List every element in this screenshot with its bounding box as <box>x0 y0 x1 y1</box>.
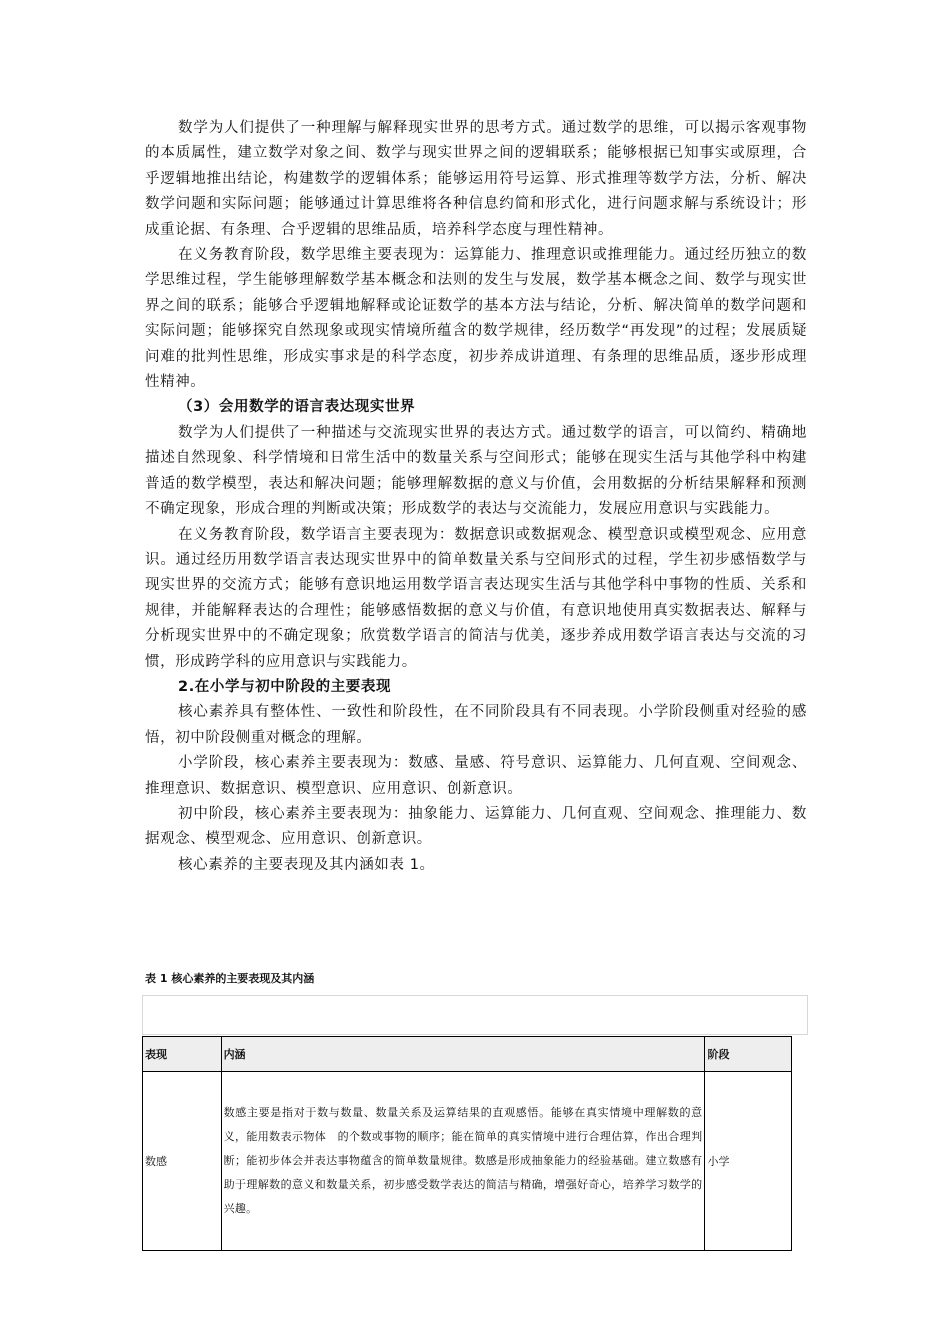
paragraph: 核心素养的主要表现及其内涵如表 1。 <box>178 856 435 873</box>
paragraph: 数学为人们提供了一种描述与交流现实世界的表达方式。通过数学的语言，可以简约、精确地描述自然现象、科学情境和日常生活中的数量关系与空间形式；能够在现实生活与其他学科中构建普适的数学模型，表达和解决问题；能够理解数据的意义与价值，会用数据的分析结果解释和预测不确定现象，形成合理的判断或决策；形成数学的表达与交流能力，发展应用意识与实践能力。 <box>145 424 807 518</box>
section-heading: （3）会用数学的语言表达现实世界 <box>178 399 416 416</box>
core-literacy-table <box>142 1036 792 1251</box>
header-cell-stage: 阶段 <box>705 1037 792 1072</box>
body-text <box>145 116 807 878</box>
table-row <box>143 1072 792 1251</box>
paragraph: 在义务教育阶段，数学语言主要表现为：数据意识或数据观念、模型意识或模型观念、应用意识。通过经历用数学语言表达现实世界中的简单数量关系与空间形式的过程，学生初步感悟数学与现实世界的交流方式；能够有意识地运用数学语言表达现实生活与其他学科中事物的性质、关系和规律，并能解释表达的合理性；能够感悟数据的意义与价值，有意识地使用真实数据表达、解释与分析现实世界中的不确定现象；欣赏数学语言的简洁与优美，逐步养成用数学语言表达与交流的习惯，形成跨学科的应用意识与实践能力。 <box>145 526 807 670</box>
section-heading: 2.在小学与初中阶段的主要表现 <box>178 678 392 695</box>
cell-stage: 小学 <box>705 1072 792 1251</box>
table-title-box <box>142 995 808 1035</box>
paragraph: 在义务教育阶段，数学思维主要表现为：运算能力、推理意识或推理能力。通过经历独立的数学思维过程，学生能够理解数学基本概念和法则的发生与发展，数学基本概念之间、数学与现实世界之间的联系；能够合乎逻辑地解释或论证数学的基本方法与结论，分析、解决简单的数学问题和实际问题；能够探究自然现象或现实情境所蕴含的数学规律，经历数学“再发现”的过程；发展质疑问难的批判性思维，形成实事求是的科学态度，初步养成讲道理、有条理的思维品质，逐步形成理性精神。 <box>145 247 807 391</box>
paragraph: 小学阶段，核心素养主要表现为：数感、量感、符号意识、运算能力、几何直观、空间观念、推理意识、数据意识、模型意识、应用意识、创新意识。 <box>145 755 807 797</box>
cell-item: 数感 <box>143 1072 222 1251</box>
table-caption: 表 1 核心素养的主要表现及其内涵 <box>145 972 315 985</box>
paragraph: 核心素养具有整体性、一致性和阶段性，在不同阶段具有不同表现。小学阶段侧重对经验的感悟，初中阶段侧重对概念的理解。 <box>145 704 807 746</box>
header-cell-meaning: 内涵 <box>221 1037 705 1072</box>
paragraph: 初中阶段，核心素养主要表现为：抽象能力、运算能力、几何直观、空间观念、推理能力、数据观念、模型观念、应用意识、创新意识。 <box>145 805 807 848</box>
cell-content: 数感主要是指对于数与数量、数量关系及运算结果的直观感悟。能够在真实情境中理解数的意义，能用数表示物体 的个数或事物的顺序；能在简单的真实情境中进行合理估算，作出合理判断；能初步体会并表达事物蕴含的简单数量规律。数感是形成抽象能力的经验基础。建立数感有助于理解数的意义和数量关系，初步感受数学表达的简洁与精确，增强好奇心，培养学习数学的兴趣。 <box>221 1072 705 1251</box>
paragraph: 数学为人们提供了一种理解与解释现实世界的思考方式。通过数学的思维，可以揭示客观事物的本质属性，建立数学对象之间、数学与现实世界之间的逻辑联系；能够根据已知事实或原理，合乎逻辑地推出结论，构建数学的逻辑体系；能够运用符号运算、形式推理等数学方法，分析、解决数学问题和实际问题；能够通过计算思维将各种信息约简和形式化，进行问题求解与系统设计；形成重论据、有条理、合乎逻辑的思维品质，培养科学态度与理性精神。 <box>145 120 807 238</box>
table-header-row <box>143 1037 792 1072</box>
header-cell-performance: 表现 <box>143 1037 222 1072</box>
